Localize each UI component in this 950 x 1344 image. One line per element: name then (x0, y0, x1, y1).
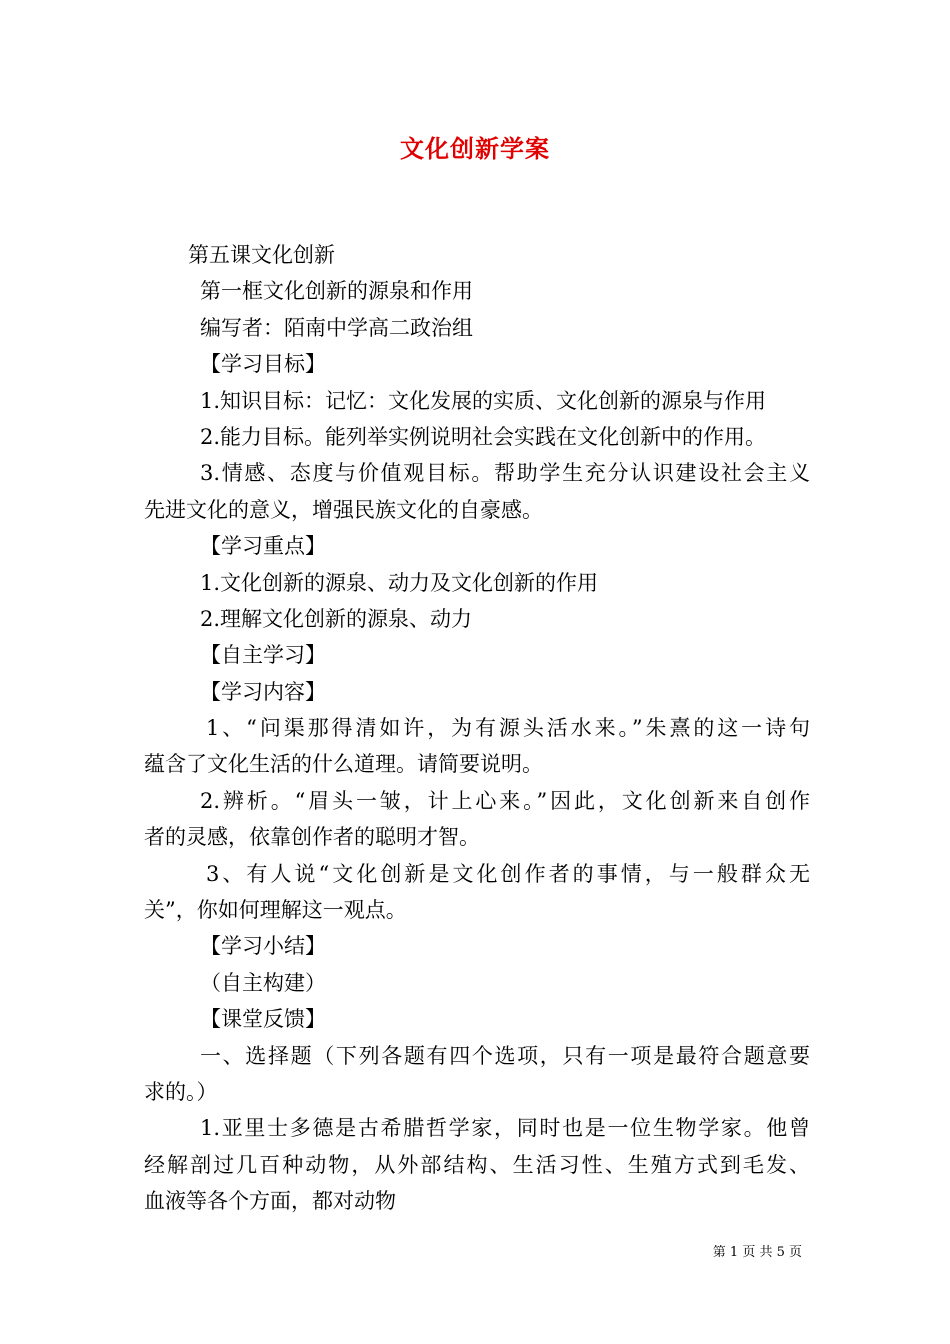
key-point-2: 2.理解文化创新的源泉、动力 (200, 606, 473, 631)
goals-heading: 【学习目标】 (200, 352, 326, 377)
section-heading: 第一框文化创新的源泉和作用 (200, 279, 473, 304)
question-3-cont: 关”，你如何理解这一观点。 (144, 898, 407, 923)
page-footer: 第 1 页 共 5 页 (712, 1245, 802, 1260)
author-line: 编写者：陌南中学高二政治组 (200, 315, 473, 340)
key-points-heading: 【学习重点】 (200, 534, 326, 559)
lesson-heading: 第五课文化创新 (188, 243, 335, 267)
document-title: 文化创新学案 (400, 134, 550, 163)
feedback-heading: 【课堂反馈】 (200, 1007, 326, 1032)
summary-heading: 【学习小结】 (200, 934, 326, 959)
content-heading: 【学习内容】 (200, 679, 326, 704)
question-3: 3、有人说“文化创新是文化创作者的事情，与一般群众无 (206, 861, 810, 886)
question-2-cont: 者的灵感，依靠创作者的聪明才智。 (144, 825, 480, 850)
summary-note: （自主构建） (200, 970, 326, 995)
choice-heading: 一、选择题（下列各题有四个选项，只有一项是最符合题意要 (200, 1043, 810, 1068)
key-point-1: 1.文化创新的源泉、动力及文化创新的作用 (200, 570, 599, 595)
goal-emotion-cont: 先进文化的意义，增强民族文化的自豪感。 (144, 497, 543, 522)
question-1-cont: 蕴含了文化生活的什么道理。请简要说明。 (144, 752, 543, 777)
self-study-heading: 【自主学习】 (200, 643, 326, 668)
document-body (144, 237, 810, 1220)
goal-ability: 2.能力目标。能列举实例说明社会实践在文化创新中的作用。 (200, 424, 767, 449)
question-2: 2.辨析。“眉头一皱，计上心来。”因此，文化创新来自创作 (200, 788, 810, 813)
choice-question-1-cont: 经解剖过几百种动物，从外部结构、生活习性、生殖方式到毛发、 (144, 1152, 810, 1177)
choice-question-1-cont2: 血液等各个方面，都对动物 (144, 1189, 396, 1214)
question-1: 1、“问渠那得清如许，为有源头活水来。”朱熹的这一诗句 (206, 716, 810, 741)
choice-heading-cont: 求的。） (144, 1079, 218, 1104)
goal-knowledge: 1.知识目标：记忆：文化发展的实质、文化创新的源泉与作用 (200, 388, 767, 413)
goal-emotion: 3.情感、态度与价值观目标。帮助学生充分认识建设社会主义 (200, 461, 810, 486)
choice-question-1: 1.亚里士多德是古希腊哲学家，同时也是一位生物学家。他曾 (200, 1116, 810, 1141)
